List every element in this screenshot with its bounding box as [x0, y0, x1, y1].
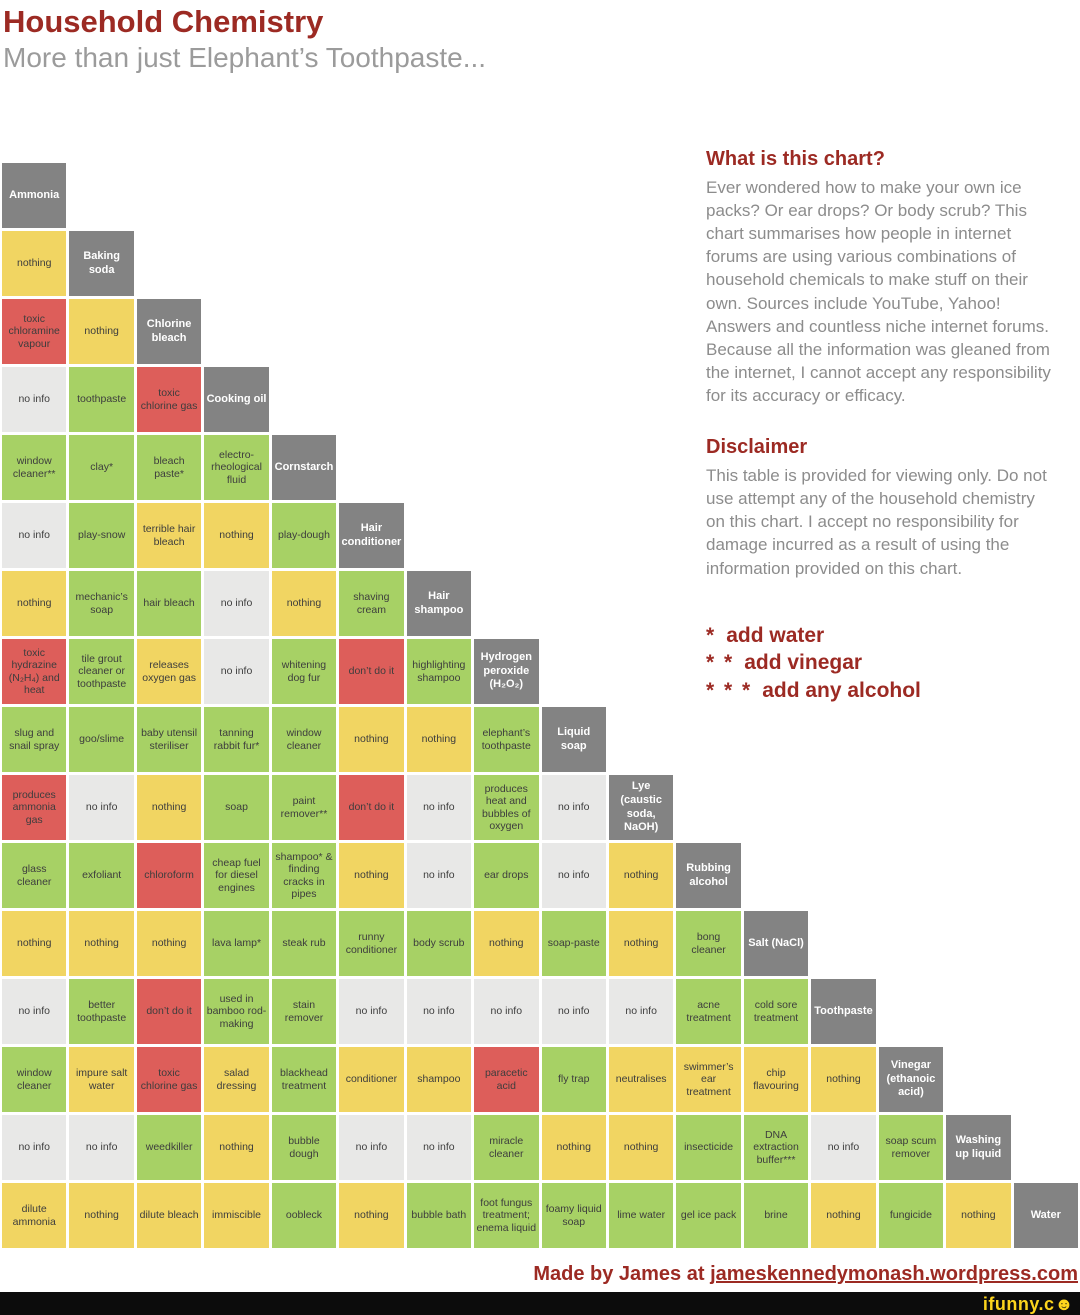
asterisk-symbol: * *: [706, 651, 735, 675]
chemical-header-cell: Lye (caustic soda, NaOH): [609, 775, 673, 840]
matrix-cell: nothing: [407, 707, 471, 772]
matrix-cell: play-dough: [272, 503, 336, 568]
matrix-cell: foamy liquid soap: [542, 1183, 606, 1248]
matrix-cell: nothing: [137, 911, 201, 976]
info-panel: [706, 148, 1058, 705]
matrix-cell: no info: [339, 979, 403, 1044]
matrix-cell: nothing: [946, 1183, 1010, 1248]
matrix-cell: nothing: [542, 1115, 606, 1180]
smiley-icon: ☻: [1054, 1293, 1074, 1314]
matrix-cell: salad dressing: [204, 1047, 268, 1112]
matrix-cell: toxic chlorine gas: [137, 367, 201, 432]
matrix-cell: shampoo* & finding cracks in pipes: [272, 843, 336, 908]
chemical-header-cell: Rubbing alcohol: [676, 843, 740, 908]
matrix-cell: chloroform: [137, 843, 201, 908]
matrix-cell: goo/slime: [69, 707, 133, 772]
asterisk-legend: [706, 622, 1058, 705]
chemical-header-cell: Salt (NaCl): [744, 911, 808, 976]
chemical-header-cell: Hydrogen peroxide (H₂O₂): [474, 639, 538, 704]
matrix-cell: baby utensil steriliser: [137, 707, 201, 772]
about-body: Ever wondered how to make your own ice packs? Or ear drops? Or body scrub? This chart summarises how people in internet forums are using various combinations of household chemicals to make stuff on their own. Sources include YouTube, Yahoo! Answers and countless niche internet forums. Because all the information was gleaned from the internet, I cannot accept any responsibility for its accuracy or efficacy.: [706, 178, 1051, 405]
matrix-cell: nothing: [609, 843, 673, 908]
matrix-cell: DNA extraction buffer***: [744, 1115, 808, 1180]
legend-item: [706, 649, 1058, 677]
matrix-cell: nothing: [2, 911, 66, 976]
page-subtitle: More than just Elephant’s Toothpaste...: [3, 42, 487, 73]
matrix-cell: produces heat and bubbles of oxygen: [474, 775, 538, 840]
chemical-header-cell: Hair conditioner: [339, 503, 403, 568]
matrix-cell: no info: [407, 979, 471, 1044]
matrix-cell: highlighting shampoo: [407, 639, 471, 704]
matrix-cell: no info: [609, 979, 673, 1044]
matrix-cell: nothing: [811, 1183, 875, 1248]
matrix-cell: blackhead treatment: [272, 1047, 336, 1112]
matrix-cell: no info: [407, 1115, 471, 1180]
matrix-cell: acne treatment: [676, 979, 740, 1044]
matrix-cell: tile grout cleaner or toothpaste: [69, 639, 133, 704]
chemical-header-cell: Cooking oil: [204, 367, 268, 432]
matrix-cell: bubble bath: [407, 1183, 471, 1248]
matrix-cell: toxic chlorine gas: [137, 1047, 201, 1112]
matrix-cell: used in bamboo rod-making: [204, 979, 268, 1044]
matrix-cell: bubble dough: [272, 1115, 336, 1180]
matrix-cell: no info: [542, 775, 606, 840]
matrix-cell: nothing: [339, 843, 403, 908]
matrix-cell: soap: [204, 775, 268, 840]
matrix-cell: nothing: [137, 775, 201, 840]
matrix-cell: nothing: [69, 299, 133, 364]
watermark-bar: [0, 1292, 1080, 1315]
matrix-cell: whitening dog fur: [272, 639, 336, 704]
matrix-cell: nothing: [609, 911, 673, 976]
matrix-cell: runny conditioner: [339, 911, 403, 976]
credit-prefix: Made by James at: [533, 1263, 711, 1285]
matrix-cell: foot fungus treatment; enema liquid: [474, 1183, 538, 1248]
chemical-header-cell: Vinegar (ethanoic acid): [879, 1047, 943, 1112]
chemical-header-cell: Baking soda: [69, 231, 133, 296]
matrix-cell: chip flavouring: [744, 1047, 808, 1112]
chemical-header-cell: Washing up liquid: [946, 1115, 1010, 1180]
disclaimer-body: This table is provided for viewing only. Do not use attempt any of the household chemistry on this chart. I accept no responsibility for damage incurred as a result of using the information provided on this chart.: [706, 466, 1047, 578]
about-block: [706, 148, 1058, 407]
chemical-header-cell: Hair shampoo: [407, 571, 471, 636]
matrix-cell: better toothpaste: [69, 979, 133, 1044]
matrix-cell: don’t do it: [339, 775, 403, 840]
matrix-cell: no info: [2, 503, 66, 568]
matrix-cell: no info: [2, 367, 66, 432]
matrix-cell: soap-paste: [542, 911, 606, 976]
credit-link[interactable]: jameskennedymonash.wordpress.com: [710, 1263, 1078, 1285]
disclaimer-block: [706, 436, 1058, 580]
matrix-cell: cold sore treatment: [744, 979, 808, 1044]
chemical-header-cell: Liquid soap: [542, 707, 606, 772]
matrix-cell: toothpaste: [69, 367, 133, 432]
matrix-cell: bong cleaner: [676, 911, 740, 976]
matrix-cell: window cleaner**: [2, 435, 66, 500]
chemical-header-cell: Water: [1014, 1183, 1078, 1248]
matrix-cell: elephant’s toothpaste: [474, 707, 538, 772]
matrix-cell: no info: [2, 979, 66, 1044]
matrix-cell: nothing: [609, 1115, 673, 1180]
matrix-cell: mechanic’s soap: [69, 571, 133, 636]
chemical-header-cell: Chlorine bleach: [137, 299, 201, 364]
matrix-cell: no info: [69, 775, 133, 840]
credit-line: [533, 1263, 1078, 1286]
matrix-cell: no info: [474, 979, 538, 1044]
matrix-cell: nothing: [2, 231, 66, 296]
matrix-cell: dilute bleach: [137, 1183, 201, 1248]
matrix-cell: play-snow: [69, 503, 133, 568]
matrix-cell: no info: [407, 775, 471, 840]
matrix-cell: impure salt water: [69, 1047, 133, 1112]
asterisk-symbol: *: [706, 623, 717, 647]
matrix-cell: lava lamp*: [204, 911, 268, 976]
matrix-cell: don’t do it: [339, 639, 403, 704]
matrix-cell: steak rub: [272, 911, 336, 976]
legend-label: add vinegar: [744, 651, 863, 675]
matrix-cell: fly trap: [542, 1047, 606, 1112]
matrix-cell: gel ice pack: [676, 1183, 740, 1248]
matrix-cell: releases oxygen gas: [137, 639, 201, 704]
legend-label: add water: [726, 623, 825, 647]
matrix-cell: no info: [2, 1115, 66, 1180]
matrix-cell: produces ammonia gas: [2, 775, 66, 840]
matrix-cell: nothing: [204, 503, 268, 568]
matrix-cell: no info: [69, 1115, 133, 1180]
matrix-cell: nothing: [69, 1183, 133, 1248]
matrix-cell: shaving cream: [339, 571, 403, 636]
matrix-cell: slug and snail spray: [2, 707, 66, 772]
matrix-cell: paint remover**: [272, 775, 336, 840]
matrix-cell: nothing: [474, 911, 538, 976]
matrix-cell: body scrub: [407, 911, 471, 976]
matrix-cell: oobleck: [272, 1183, 336, 1248]
about-heading: What is this chart?: [706, 148, 885, 170]
matrix-cell: don’t do it: [137, 979, 201, 1044]
chemical-header-cell: Toothpaste: [811, 979, 875, 1044]
matrix-cell: tanning rabbit fur*: [204, 707, 268, 772]
matrix-cell: stain remover: [272, 979, 336, 1044]
matrix-cell: soap scum remover: [879, 1115, 943, 1180]
matrix-cell: conditioner: [339, 1047, 403, 1112]
matrix-cell: no info: [811, 1115, 875, 1180]
matrix-cell: no info: [204, 571, 268, 636]
matrix-cell: swimmer’s ear treatment: [676, 1047, 740, 1112]
matrix-cell: glass cleaner: [2, 843, 66, 908]
matrix-cell: insecticide: [676, 1115, 740, 1180]
ifunny-watermark: [983, 1295, 1074, 1313]
matrix-cell: hair bleach: [137, 571, 201, 636]
matrix-cell: window cleaner: [272, 707, 336, 772]
matrix-cell: nothing: [811, 1047, 875, 1112]
matrix-cell: nothing: [272, 571, 336, 636]
matrix-cell: nothing: [69, 911, 133, 976]
matrix-cell: shampoo: [407, 1047, 471, 1112]
matrix-cell: terrible hair bleach: [137, 503, 201, 568]
matrix-cell: exfoliant: [69, 843, 133, 908]
chemical-header-cell: Cornstarch: [272, 435, 336, 500]
matrix-cell: no info: [204, 639, 268, 704]
matrix-cell: nothing: [339, 707, 403, 772]
matrix-cell: dilute ammonia: [2, 1183, 66, 1248]
matrix-cell: toxic chloramine vapour: [2, 299, 66, 364]
matrix-cell: nothing: [204, 1115, 268, 1180]
matrix-cell: bleach paste*: [137, 435, 201, 500]
chemical-header-cell: Ammonia: [2, 163, 66, 228]
matrix-cell: miracle cleaner: [474, 1115, 538, 1180]
legend-label: add any alcohol: [762, 679, 921, 703]
matrix-cell: no info: [407, 843, 471, 908]
matrix-cell: brine: [744, 1183, 808, 1248]
matrix-cell: ear drops: [474, 843, 538, 908]
matrix-cell: lime water: [609, 1183, 673, 1248]
matrix-cell: fungicide: [879, 1183, 943, 1248]
asterisk-symbol: * * *: [706, 679, 753, 703]
legend-item: [706, 622, 1058, 650]
matrix-cell: nothing: [339, 1183, 403, 1248]
matrix-cell: electro-rheological fluid: [204, 435, 268, 500]
matrix-cell: no info: [542, 979, 606, 1044]
matrix-cell: neutralises: [609, 1047, 673, 1112]
matrix-cell: immiscible: [204, 1183, 268, 1248]
watermark-text: ifunny.c: [982, 1293, 1055, 1314]
matrix-cell: cheap fuel for diesel engines: [204, 843, 268, 908]
matrix-cell: no info: [339, 1115, 403, 1180]
legend-item: [706, 677, 1058, 705]
matrix-cell: no info: [542, 843, 606, 908]
page-title: Household Chemistry: [3, 4, 324, 39]
matrix-cell: clay*: [69, 435, 133, 500]
disclaimer-heading: Disclaimer: [706, 436, 808, 459]
matrix-cell: nothing: [2, 571, 66, 636]
matrix-cell: paracetic acid: [474, 1047, 538, 1112]
matrix-cell: toxic hydrazine (N₂H₄) and heat: [2, 639, 66, 704]
matrix-cell: window cleaner: [2, 1047, 66, 1112]
matrix-cell: weedkiller: [137, 1115, 201, 1180]
